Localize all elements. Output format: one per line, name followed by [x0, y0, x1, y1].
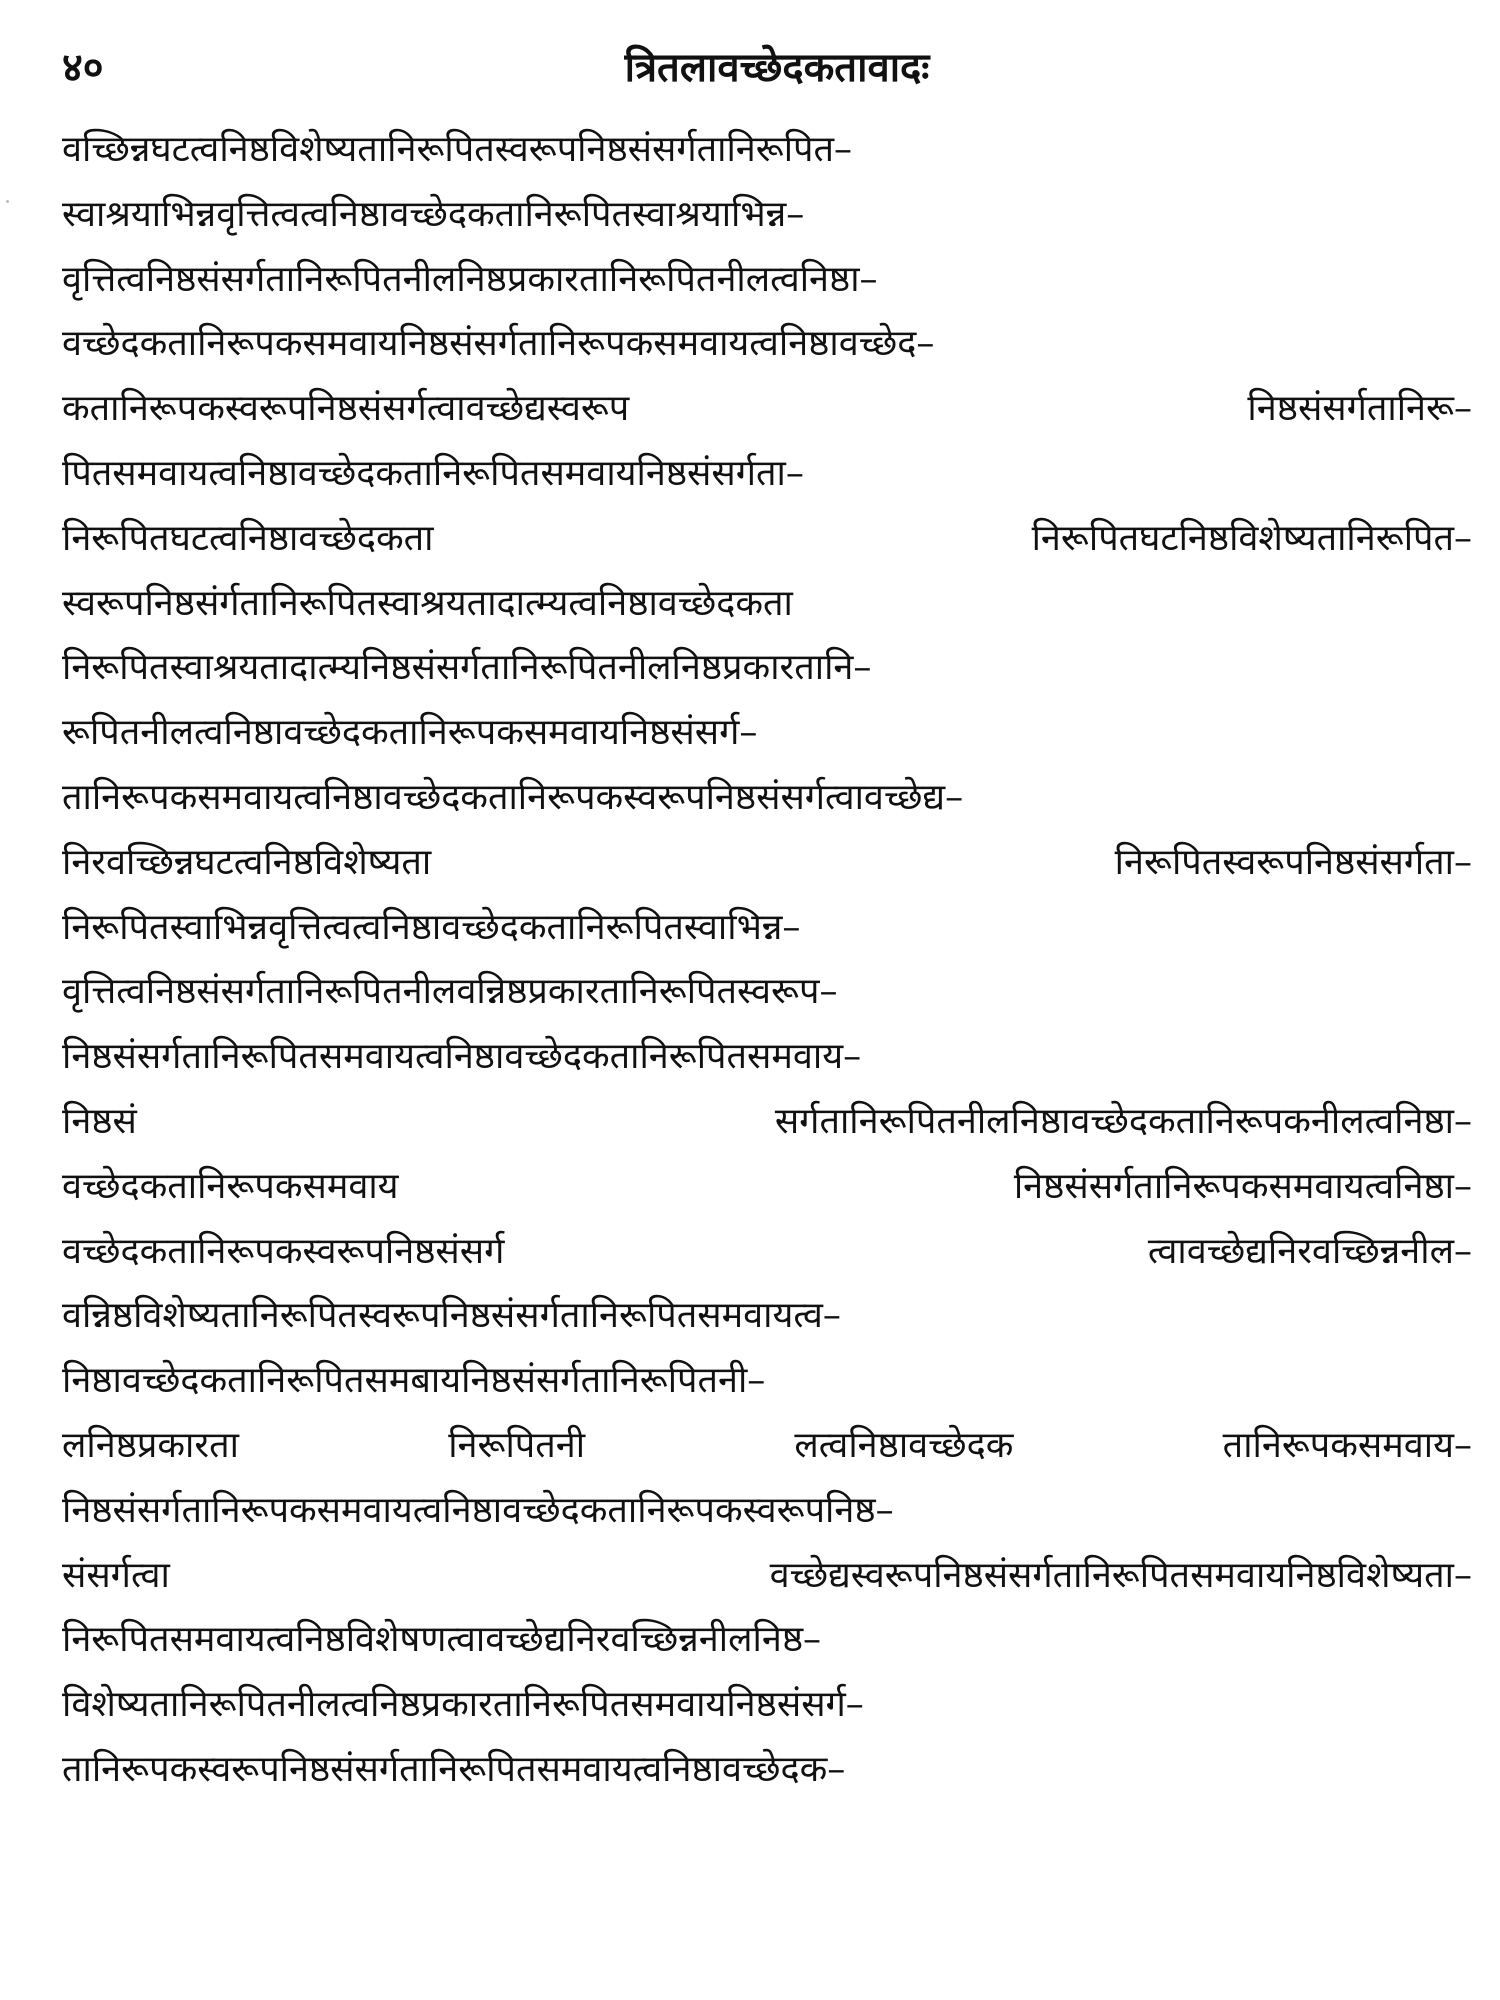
text-line: निष्ठावच्छेदकतानिरूपितसमबायनिष्ठसंसर्गतानिरूपितनी–	[62, 1360, 766, 1402]
text-line: स्वाश्रयाभिन्नवृत्तित्वत्वनिष्ठावच्छेदकतानिरूपितस्वाश्रयाभिन्न–	[62, 193, 805, 235]
text-line: तानिरूपकसमवायत्वनिष्ठावच्छेदकतानिरूपकस्वरूपनिष्ठसंसर्गत्वावच्छेद्य–	[62, 776, 964, 818]
text-line: वच्छेदकतानिरूपकसमवाय निष्ठसंसर्गतानिरूपकसमवायत्वनिष्ठा–	[62, 1165, 1472, 1207]
text-line: वन्निष्ठविशेष्यतानिरूपितस्वरूपनिष्ठसंसर्गतानिरूपितसमवायत्व–	[62, 1295, 841, 1337]
text-line: वृत्तित्वनिष्ठसंसर्गतानिरूपितनीलनिष्ठप्रकारतानिरूपितनीलत्वनिष्ठा–	[62, 258, 878, 300]
margin-speck	[6, 200, 9, 203]
page-header	[62, 38, 1452, 98]
text-line: संसर्गत्वा वच्छेद्यस्वरूपनिष्ठसंसर्गतानिरूपितसमवायनिष्ठविशेष्यता–	[62, 1554, 1472, 1596]
page-number: ४०	[62, 44, 104, 91]
text-line: निरूपितस्वाभिन्नवृत्तित्वत्वनिष्ठावच्छेदकतानिरूपितस्वाभिन्न–	[62, 906, 801, 948]
text-line: निष्ठसंसर्गतानिरूपितसमवायत्वनिष्ठावच्छेदकतानिरूपितसमवाय–	[62, 1036, 862, 1078]
text-line: वच्छेदकतानिरूपकस्वरूपनिष्ठसंसर्ग त्वावच्छेद्यनिरवच्छिन्ननील–	[62, 1230, 1472, 1272]
text-line: वच्छेदकतानिरूपकसमवायनिष्ठसंसर्गतानिरूपकसमवायत्वनिष्ठावच्छेद–	[62, 323, 935, 365]
text-line: निरवच्छिन्नघटत्वनिष्ठविशेष्यता निरूपितस्वरूपनिष्ठसंसर्गता–	[62, 841, 1472, 883]
text-line: कतानिरूपकस्वरूपनिष्ठसंसर्गत्वावच्छेद्यस्वरूप निष्ठसंसर्गतानिरू–	[62, 388, 1472, 430]
text-line: निष्ठसं सर्गतानिरूपितनीलनिष्ठावच्छेदकतानिरूपकनीलत्वनिष्ठा–	[62, 1100, 1472, 1142]
text-line: निरूपितस्वाश्रयतादात्म्यनिष्ठसंसर्गतानिरूपितनीलनिष्ठप्रकारतानि–	[62, 647, 872, 689]
text-line: रूपितनीलत्वनिष्ठावच्छेदकतानिरूपकसमवायनिष्ठसंसर्ग–	[62, 712, 758, 754]
text-line: निष्ठसंसर्गतानिरूपकसमवायत्वनिष्ठावच्छेदकतानिरूपकस्वरूपनिष्ठ–	[62, 1489, 894, 1531]
page-title: त्रितलावच्छेदकतावादः	[624, 44, 930, 91]
text-line: लनिष्ठप्रकारता निरूपितनी लत्वनिष्ठावच्छेदक तानिरूपकसमवाय–	[62, 1424, 1472, 1466]
text-line: निरूपितसमवायत्वनिष्ठविशेषणत्वावच्छेद्यनिरवच्छिन्ननीलनिष्ठ–	[62, 1619, 822, 1661]
text-line: निरूपितघटत्वनिष्ठावच्छेदकता निरूपितघटनिष्ठविशेष्यतानिरूपित–	[62, 517, 1472, 559]
text-line: वच्छिन्नघटत्वनिष्ठविशेष्यतानिरूपितस्वरूपनिष्ठसंसर्गतानिरूपित–	[62, 129, 853, 170]
text-line: स्वरूपनिष्ठसंर्गतानिरूपितस्वाश्रयतादात्म्यत्वनिष्ठावच्छेदकता	[62, 582, 793, 624]
text-line: तानिरूपकस्वरूपनिष्ठसंसर्गतानिरूपितसमवायत्वनिष्ठावच्छेदक–	[62, 1748, 846, 1790]
text-line: पितसमवायत्वनिष्ठावच्छेदकतानिरूपितसमवायनिष्ठसंसर्गता–	[62, 452, 804, 494]
text-line: विशेष्यतानिरूपितनीलत्वनिष्ठप्रकारतानिरूपितसमवायनिष्ठसंसर्ग–	[62, 1684, 864, 1726]
body-text	[62, 118, 1472, 1803]
text-line: वृत्तित्वनिष्ठसंसर्गतानिरूपितनीलवन्निष्ठप्रकारतानिरूपितस्वरूप–	[62, 971, 838, 1013]
